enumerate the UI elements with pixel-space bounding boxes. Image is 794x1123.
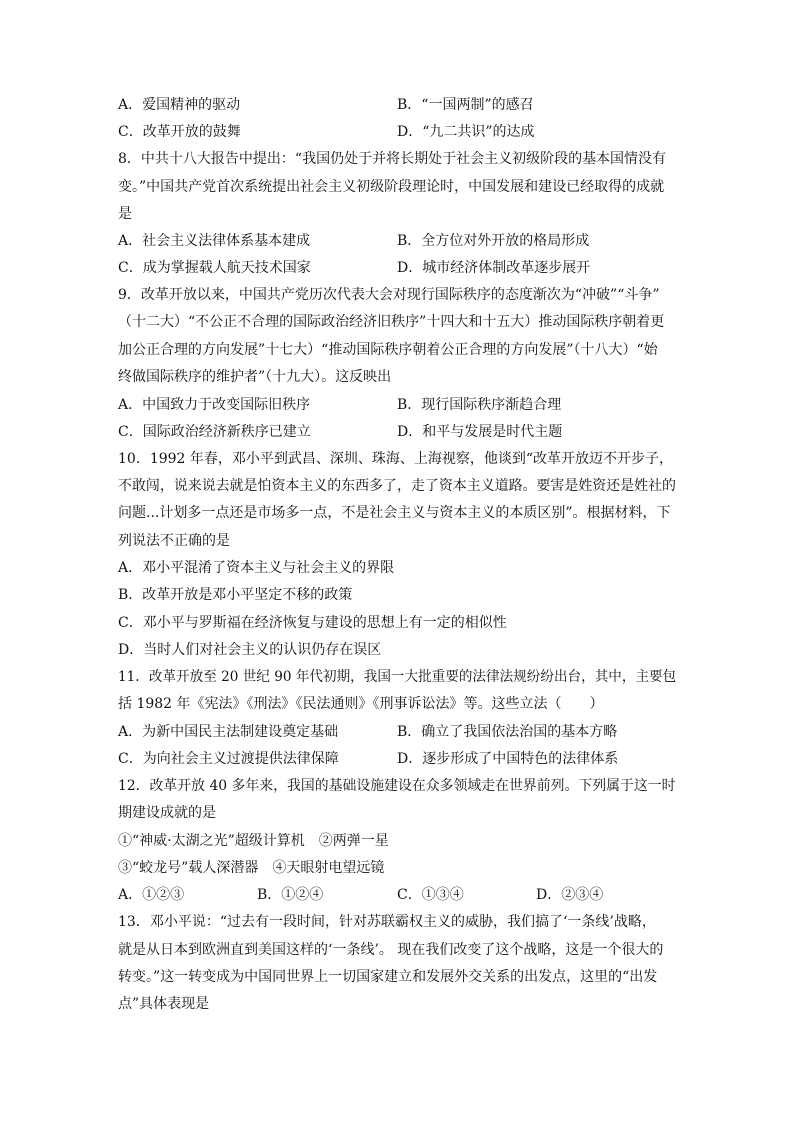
q9-stem-line: （十二大）“不公正不合理的国际政治经济旧秩序”十四大和十五大）推动国际秩序朝着更: [118, 314, 665, 330]
q8-option-b[interactable]: B．全方位对外开放的格局形成: [397, 233, 590, 249]
q12-item-line: ③“蛟龙号”载人深潜器 ④天眼射电望远镜: [118, 860, 385, 876]
q8-option-d[interactable]: D．城市经济体制改革逐步展开: [397, 260, 591, 276]
q8-stem-line: 8．中共十八大报告中提出：“我国仍处于并将长期处于社会主义初级阶段的基本国情没有: [118, 151, 667, 167]
q9-option-d[interactable]: D．和平与发展是时代主题: [397, 424, 563, 440]
q12-stem-line: 期建设成就的是: [118, 805, 216, 821]
q10-stem-line: 问题...计划多一点还是市场多一点，不是社会主义与资本主义的本质区别”。根据材料，下: [118, 505, 671, 521]
q9-option-c[interactable]: C．国际政治经济新秩序已建立: [118, 424, 311, 440]
q9-stem-line: 终做国际秩序的维护者”（十九大）。这反映出: [118, 369, 392, 385]
q10-stem-line: 10．1992 年春，邓小平到武昌、深圳、珠海、上海视察，他谈到“改革开放迈不开步子，: [118, 451, 674, 467]
q10-option-b[interactable]: B．改革开放是邓小平坚定不移的政策: [118, 587, 353, 603]
q8-stem-line: 是: [118, 206, 132, 222]
q12-stem-line: 12．改革开放 40 多年来，我国的基础设施建设在众多领域走在世界前列。下列属于这一时: [118, 778, 676, 794]
q13-stem-line: 13．邓小平说：“过去有一段时间，针对苏联霸权主义的威胁，我们搞了‘一条线’战略，: [118, 914, 656, 930]
q7-option-c[interactable]: C．改革开放的鼓舞: [118, 124, 241, 140]
q9-stem-line: 9．改革开放以来，中国共产党历次代表大会对现行国际秩序的态度渐次为“冲破”“斗争”: [118, 287, 660, 303]
q12-option-b[interactable]: B．①②④: [257, 887, 324, 903]
q11-option-d[interactable]: D．逐步形成了中国特色的法律体系: [397, 751, 619, 767]
q8-option-a[interactable]: A．社会主义法律体系基本建成: [118, 233, 311, 249]
q13-stem-line: 转变。”这一转变成为中国同世界上一切国家建立和发展外交关系的出发点，这里的“出发: [118, 969, 658, 985]
q11-option-b[interactable]: B．确立了我国依法治国的基本方略: [397, 724, 618, 740]
q13-stem-line: 点”具体表现是: [118, 996, 210, 1012]
q12-option-a[interactable]: A．①②③: [118, 887, 185, 903]
q12-option-d[interactable]: D．②③④: [536, 887, 604, 903]
q10-option-c[interactable]: C．邓小平与罗斯福在经济恢复与建设的思想上有一定的相似性: [118, 615, 507, 631]
q8-option-c[interactable]: C．成为掌握载人航天技术国家: [118, 260, 311, 276]
q7-option-d[interactable]: D．“九二共识”的达成: [397, 124, 535, 140]
q11-option-a[interactable]: A．为新中国民主法制建设奠定基础: [118, 724, 339, 740]
q9-option-a[interactable]: A．中国致力于改变国际旧秩序: [118, 397, 311, 413]
q11-option-c[interactable]: C．为向社会主义过渡提供法律保障: [118, 751, 339, 767]
q12-option-c[interactable]: C．①③④: [397, 887, 464, 903]
q11-stem-line: 括 1982 年《宪法》《刑法》《民法通则》《刑事诉讼法》等。这些立法（ ）: [118, 696, 604, 712]
q11-stem-line: 11．改革开放至 20 世纪 90 年代初期，我国一大批重要的法律法规纷纷出台，其中，主要包: [118, 669, 677, 685]
q13-stem-line: 就是从日本到欧洲直到美国这样的‘一条线’。 现在我们改变了这个战略，这是一个很大的: [118, 942, 664, 958]
q10-option-d[interactable]: D．当时人们对社会主义的认识仍存在误区: [118, 642, 382, 658]
q12-item-line: ①“神威·太湖之光”超级计算机 ②两弹一星: [118, 833, 389, 849]
q7-option-a[interactable]: A．爱国精神的驱动: [118, 97, 241, 113]
q9-option-b[interactable]: B．现行国际秩序渐趋合理: [397, 397, 562, 413]
q9-stem-line: 加公正合理的方向发展”十七大）“推动国际秩序朝着公正合理的方向发展”（十八大）“始: [118, 342, 658, 358]
q10-stem-line: 列说法不正确的是: [118, 533, 230, 549]
q8-stem-line: 变。”中国共产党首次系统提出社会主义初级阶段理论时，中国发展和建设已经取得的成就: [118, 179, 665, 195]
q7-option-b[interactable]: B．“一国两制”的感召: [397, 97, 534, 113]
q10-option-a[interactable]: A．邓小平混淆了资本主义与社会主义的界限: [118, 560, 395, 576]
q10-stem-line: 不敢闯，说来说去就是怕资本主义的东西多了，走了资本主义道路。要害是姓资还是姓社的: [118, 478, 676, 494]
